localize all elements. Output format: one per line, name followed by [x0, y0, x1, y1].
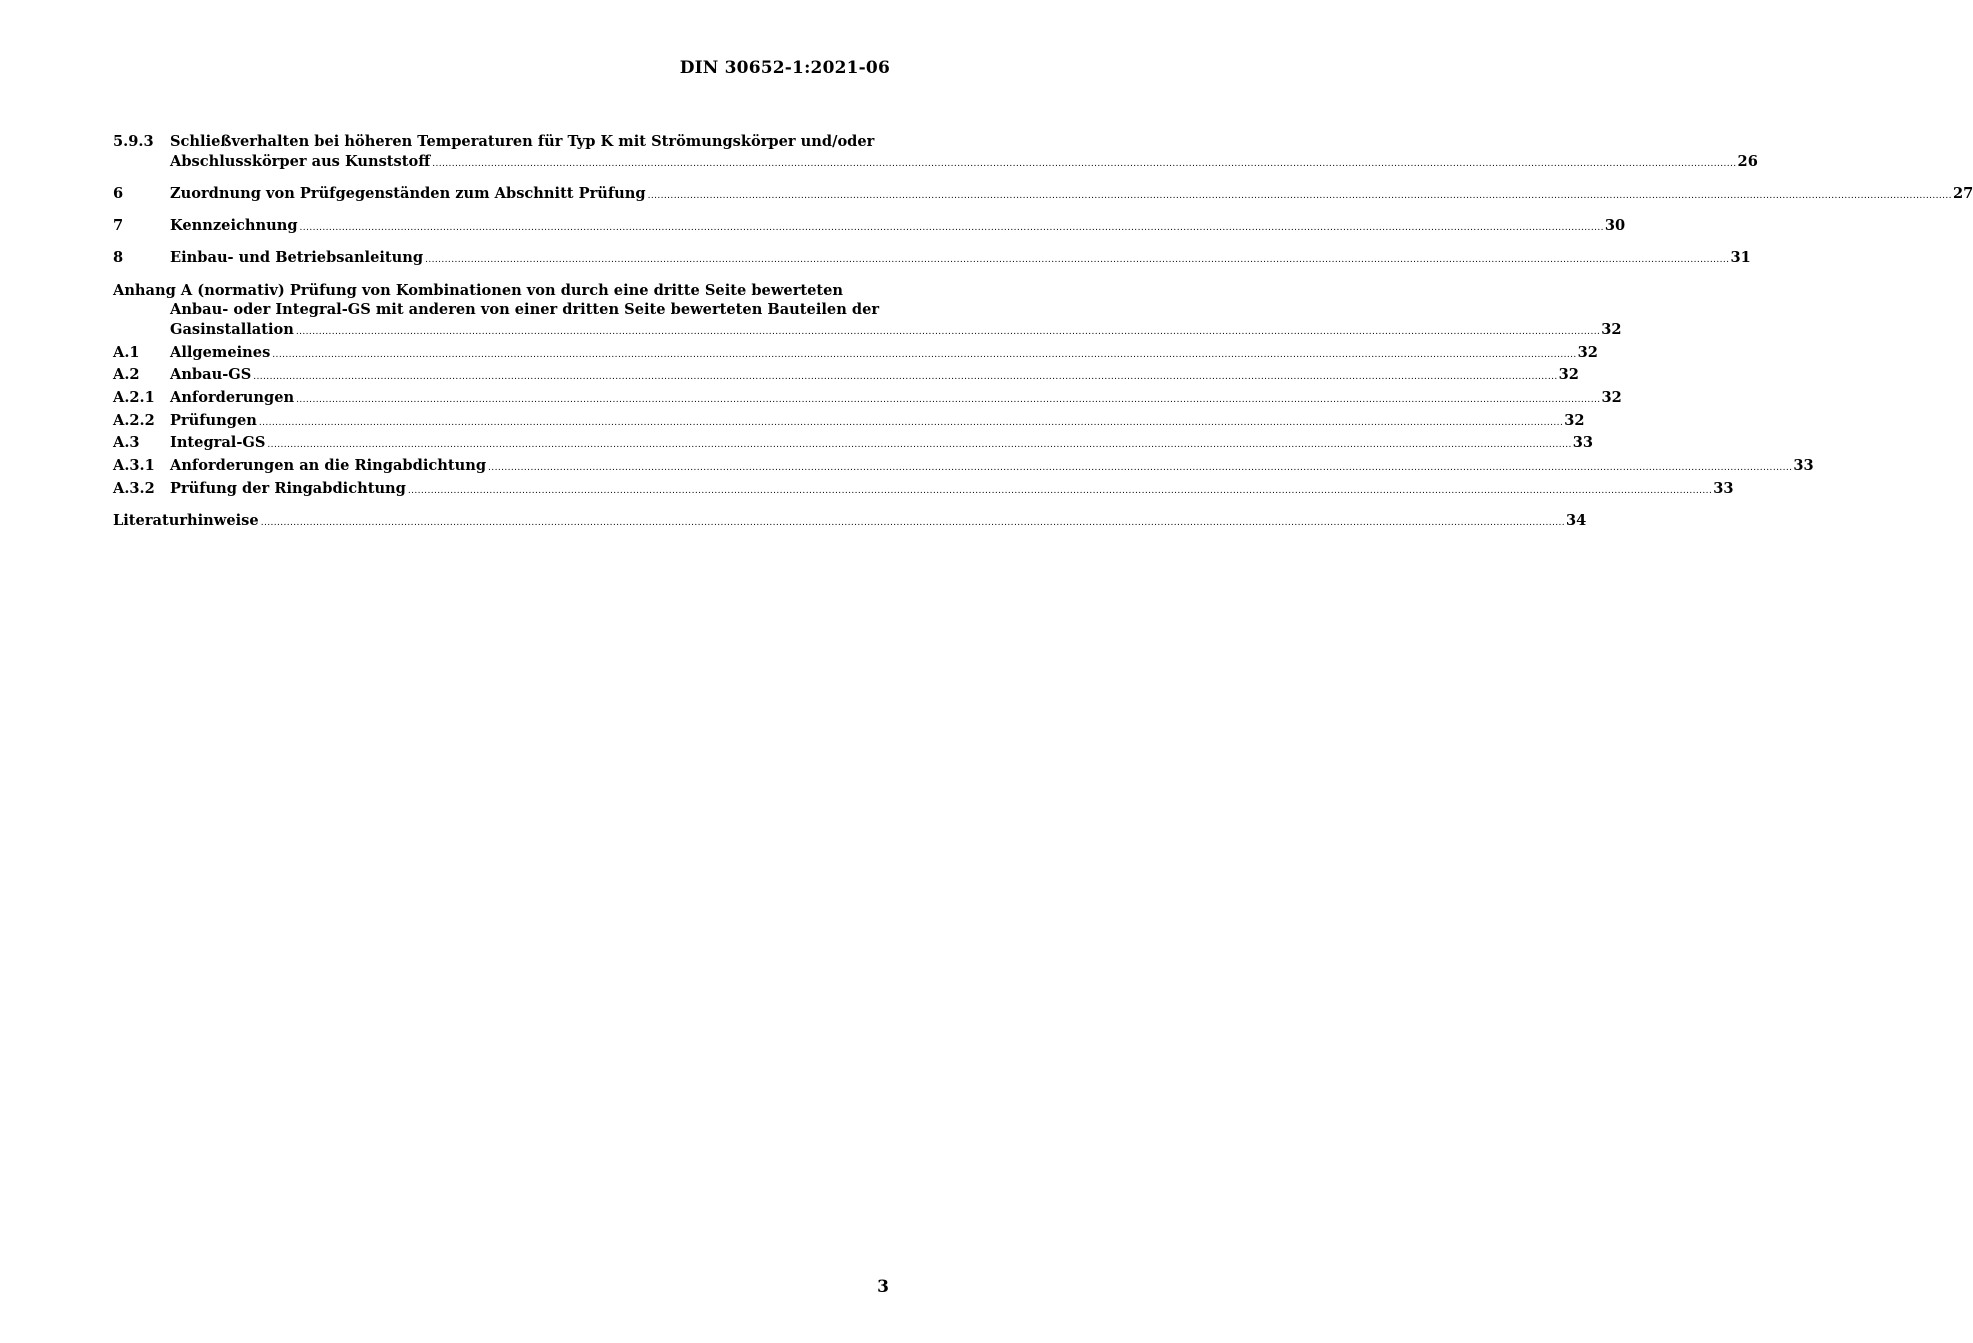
- toc-entry-bibliography[interactable]: [113, 511, 1587, 534]
- toc-page-number: 32: [1558, 366, 1579, 384]
- toc-page-number: 33: [1793, 457, 1814, 475]
- toc-entry-annex-a[interactable]: [113, 281, 1622, 343]
- toc-page-number: 32: [1564, 411, 1585, 429]
- toc-page-number: 33: [1713, 479, 1734, 497]
- dot-leader: ................................................................................................................................................................................................................................................................................................................................................................................................................: [407, 485, 1713, 496]
- dot-leader: ................................................................................................................................................................................................................................................................................................................................................................................................................: [647, 190, 1952, 201]
- dot-leader: ................................................................................................................................................................................................................................................................................................................................................................................................................: [296, 395, 1601, 406]
- dot-leader: ................................................................................................................................................................................................................................................................................................................................................................................................................: [299, 223, 1604, 234]
- toc-entry-a-1[interactable]: [113, 343, 1598, 366]
- dot-leader: ................................................................................................................................................................................................................................................................................................................................................................................................................: [258, 417, 1564, 428]
- toc-page-number: 32: [1577, 343, 1598, 361]
- toc-number: A.3.2: [113, 479, 155, 497]
- toc-number: 8: [113, 249, 124, 267]
- toc-page-number: 30: [1604, 217, 1626, 235]
- toc-entry-a-2-2[interactable]: [113, 411, 1585, 434]
- toc-label: Anforderungen an die Ringabdichtung: [170, 457, 487, 475]
- toc-label-line-2: Abschlusskörper aus Kunststoff: [170, 152, 431, 170]
- toc-label-line-1: Schließverhalten bei höheren Temperaturen für Typ K mit Strömungskörper und/oder: [170, 133, 875, 150]
- toc-number: A.2.2: [113, 411, 155, 429]
- toc-label: Allgemeines: [170, 343, 271, 361]
- toc-label: Integral-GS: [170, 434, 266, 452]
- toc-page-number: 31: [1730, 249, 1751, 267]
- toc-annex-title-line-3: Gasinstallation: [170, 320, 294, 338]
- toc-entry-5-9-3[interactable]: [113, 132, 1758, 174]
- toc-number: A.2.1: [113, 389, 155, 407]
- toc-label: Prüfungen: [170, 411, 257, 429]
- toc-page-number: 32: [1601, 389, 1622, 407]
- toc-number: 5.9.3: [113, 133, 154, 150]
- toc-page-number: 32: [1601, 320, 1622, 338]
- toc-entry-a-2-1[interactable]: [113, 388, 1622, 411]
- toc-page-number: 34: [1566, 512, 1587, 530]
- toc-entry-8[interactable]: [113, 248, 1751, 271]
- dot-leader: ................................................................................................................................................................................................................................................................................................................................................................................................................: [488, 463, 1793, 474]
- document-id-header: DIN 30652-1:2021-06: [679, 58, 890, 78]
- toc-number: A.3: [113, 434, 140, 452]
- dot-leader: ................................................................................................................................................................................................................................................................................................................................................................................................................: [272, 349, 1577, 360]
- toc-entry-6[interactable]: [113, 184, 1973, 207]
- toc-entry-a-3-2[interactable]: [113, 479, 1734, 502]
- dot-leader: ................................................................................................................................................................................................................................................................................................................................................................................................................: [432, 158, 1737, 169]
- dot-leader: ................................................................................................................................................................................................................................................................................................................................................................................................................: [253, 372, 1558, 383]
- toc-label: Zuordnung von Prüfgegenständen zum Abschnitt Prüfung: [170, 184, 646, 202]
- toc-entry-a-3-1[interactable]: [113, 456, 1814, 479]
- dot-leader: ................................................................................................................................................................................................................................................................................................................................................................................................................: [425, 255, 1730, 266]
- toc-page-number: 27: [1952, 184, 1973, 202]
- toc-label: Literaturhinweise: [113, 512, 259, 530]
- dot-leader: ................................................................................................................................................................................................................................................................................................................................................................................................................: [267, 440, 1572, 451]
- toc-number: A.2: [113, 366, 140, 384]
- toc-label: Prüfung der Ringabdichtung: [170, 479, 406, 497]
- dot-leader: ................................................................................................................................................................................................................................................................................................................................................................................................................: [295, 326, 1601, 337]
- toc-page-number: 33: [1572, 434, 1594, 452]
- toc-label: Anforderungen: [170, 389, 295, 407]
- table-of-contents: [113, 132, 1973, 534]
- toc-page-number: 26: [1737, 152, 1758, 170]
- toc-label: Anbau-GS: [170, 366, 252, 384]
- toc-entry-a-3[interactable]: [113, 433, 1594, 456]
- toc-number: A.3.1: [113, 457, 155, 475]
- toc-label: Einbau- und Betriebsanleitung: [170, 249, 424, 267]
- toc-number: A.1: [113, 343, 140, 361]
- toc-label: Kennzeichnung: [170, 217, 298, 235]
- toc-number: 6: [113, 184, 124, 202]
- toc-entry-7[interactable]: [113, 216, 1626, 239]
- toc-number: 7: [113, 217, 124, 235]
- toc-entry-a-2[interactable]: [113, 365, 1579, 388]
- page-number-footer: 3: [877, 1277, 889, 1297]
- dot-leader: ................................................................................................................................................................................................................................................................................................................................................................................................................: [260, 518, 1566, 529]
- toc-annex-title-line-1: Anhang A (normativ) Prüfung von Kombinationen von durch eine dritte Seite bewerteten: [113, 281, 844, 299]
- toc-annex-title-line-2: Anbau- oder Integral-GS mit anderen von einer dritten Seite bewerteten Bauteilen der: [170, 301, 880, 319]
